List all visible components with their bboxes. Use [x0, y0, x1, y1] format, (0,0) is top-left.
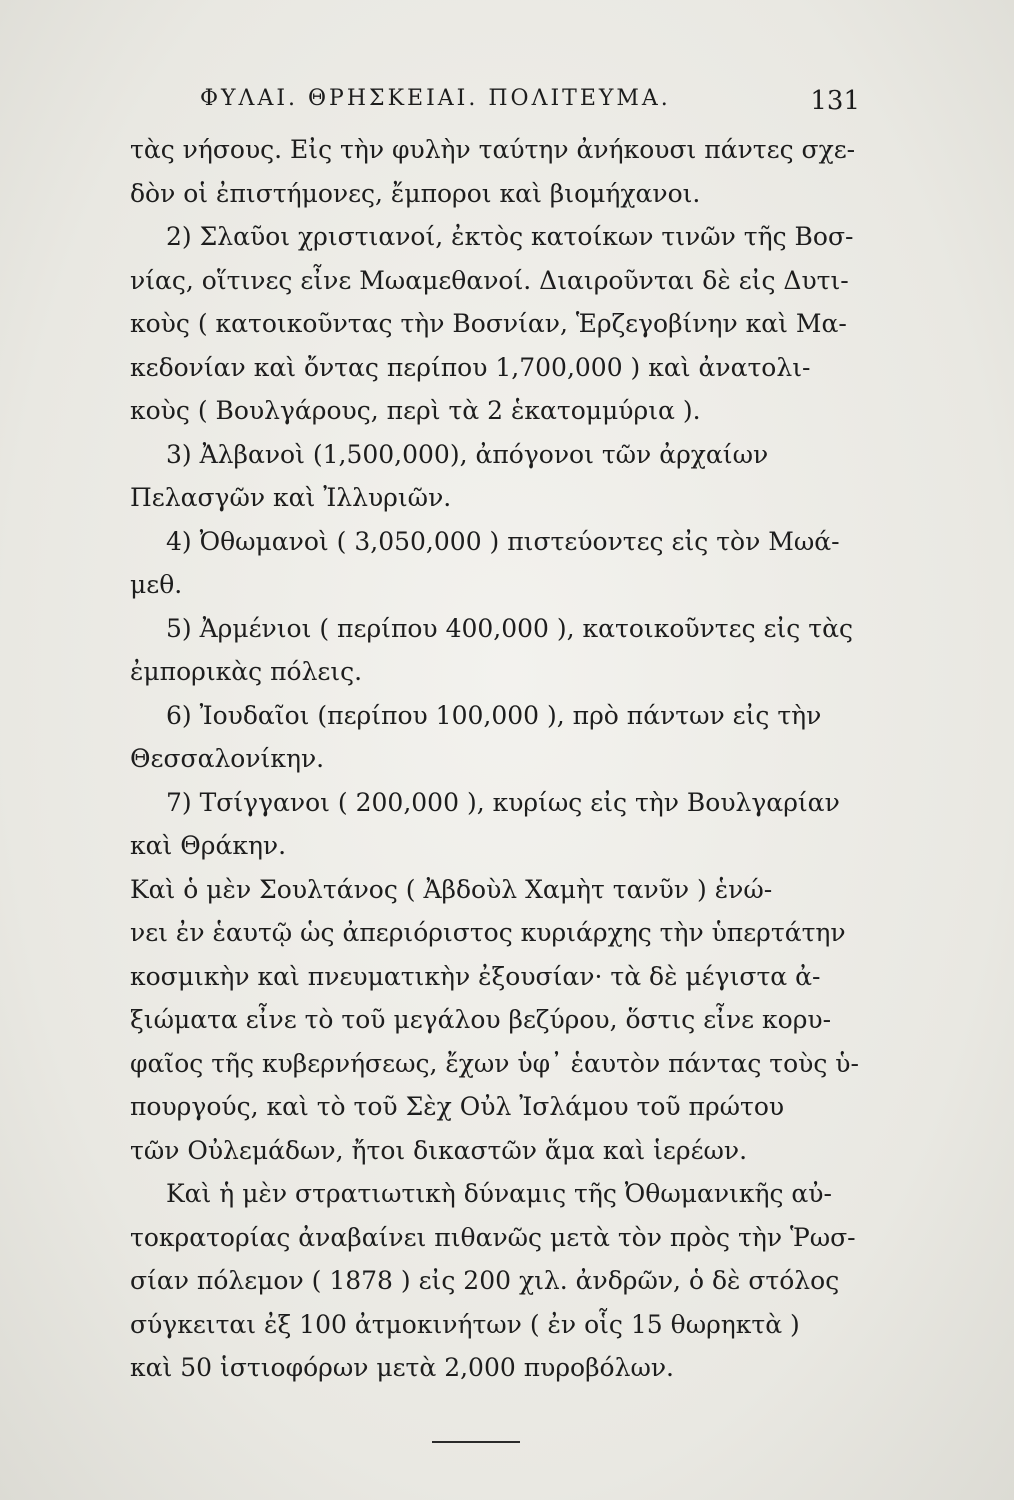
- page-number: 131: [810, 86, 860, 116]
- text-line: νει ἐν ἑαυτῷ ὡς ἀπεριόριστος κυριάρχης τὴν ὑπερτάτην: [130, 918, 846, 947]
- text-line: κεδονίαν καὶ ὄντας περίπου 1,700,000 ) καὶ ἀνατολι-: [130, 352, 811, 382]
- text-line: μεθ.: [130, 570, 183, 599]
- page-header: [200, 86, 860, 126]
- text-line: 2) Σλαῦοι χριστιανοί, ἐκτὸς κατοίκων τινῶν τῆς Βοσ-: [166, 222, 854, 251]
- text-line: Πελασγῶν καὶ Ἰλλυριῶν.: [130, 483, 452, 512]
- text-line: σύγκειται ἐξ 100 ἀτμοκινήτων ( ἐν οἷς 15 θωρηκτὰ ): [130, 1309, 800, 1339]
- text-line: κοσμικὴν καὶ πνευματικὴν ἐξουσίαν· τὰ δὲ μέγιστα ἀ-: [130, 961, 821, 991]
- text-line: τῶν Οὐλεμάδων, ἤτοι δικαστῶν ἅμα καὶ ἱερέων.: [130, 1135, 748, 1165]
- text-line: δὸν οἱ ἐπιστήμονες, ἔμποροι καὶ βιομήχανοι.: [130, 178, 701, 208]
- text-line: ξιώματα εἶνε τὸ τοῦ μεγάλου βεζύρου, ὅστις εἶνε κορυ-: [130, 1005, 832, 1034]
- text-line: 4) Ὀθωμανοὶ ( 3,050,000 ) πιστεύοντες εἰς τὸν Μωά-: [166, 526, 840, 556]
- text-line: πουργούς, καὶ τὸ τοῦ Σὲχ Οὐλ Ἰσλάμου τοῦ πρώτου: [130, 1092, 785, 1121]
- text-line: 7) Τσίγγανοι ( 200,000 ), κυρίως εἰς τὴν Βουλγαρίαν: [166, 787, 840, 817]
- text-line: φαῖος τῆς κυβερνήσεως, ἔχων ὑφ᾽ ἑαυτὸν πάντας τοὺς ὑ-: [130, 1048, 859, 1078]
- text-line: Θεσσαλονίκην.: [130, 744, 325, 773]
- text-line: 5) Ἀρμένιοι ( περίπου 400,000 ), κατοικοῦντες εἰς τὰς: [166, 613, 853, 643]
- text-line: κοὺς ( Βουλγάρους, περὶ τὰ 2 ἑκατομμύρια ).: [130, 396, 701, 425]
- text-line: 3) Ἀλβανοὶ (1,500,000), ἀπόγονοι τῶν ἀρχαίων: [166, 439, 769, 469]
- text-line: Καὶ ἡ μὲν στρατιωτικὴ δύναμις τῆς Ὀθωμανικῆς αὐ-: [166, 1179, 832, 1208]
- body-text: [130, 128, 870, 1390]
- text-line: Καὶ ὁ μὲν Σουλτάνος ( Ἀβδοὺλ Χαμὴτ τανῦν ) ἑνώ-: [130, 874, 773, 904]
- text-line: 6) Ἰουδαῖοι (περίπου 100,000 ), πρὸ πάντων εἰς τὴν: [166, 700, 822, 730]
- text-line: ἐμπορικὰς πόλεις.: [130, 657, 363, 686]
- text-line: νίας, οἵτινες εἶνε Μωαμεθανοί. Διαιροῦνται δὲ εἰς Δυτι-: [130, 265, 849, 295]
- text-line: σίαν πόλεμον ( 1878 ) εἰς 200 χιλ. ἀνδρῶν, ὁ δὲ στόλος: [130, 1266, 840, 1295]
- text-line: κοὺς ( κατοικοῦντας τὴν Βοσνίαν, Ἑρζεγοβίνην καὶ Μα-: [130, 309, 847, 338]
- text-line: τὰς νήσους. Εἰς τὴν φυλὴν ταύτην ἀνήκουσι πάντες σχε-: [130, 135, 856, 164]
- text-line: καὶ 50 ἱστιοφόρων μετὰ 2,000 πυροβόλων.: [130, 1353, 674, 1382]
- text-line: τοκρατορίας ἀναβαίνει πιθανῶς μετὰ τὸν πρὸς τὴν Ῥωσ-: [130, 1222, 856, 1252]
- text-line: καὶ Θράκην.: [130, 831, 287, 860]
- running-title: ΦΥΛΑΙ. ΘΡΗΣΚΕΙΑΙ. ΠΟΛΙΤΕΥΜΑ.: [200, 86, 671, 111]
- closing-rule: [432, 1441, 520, 1443]
